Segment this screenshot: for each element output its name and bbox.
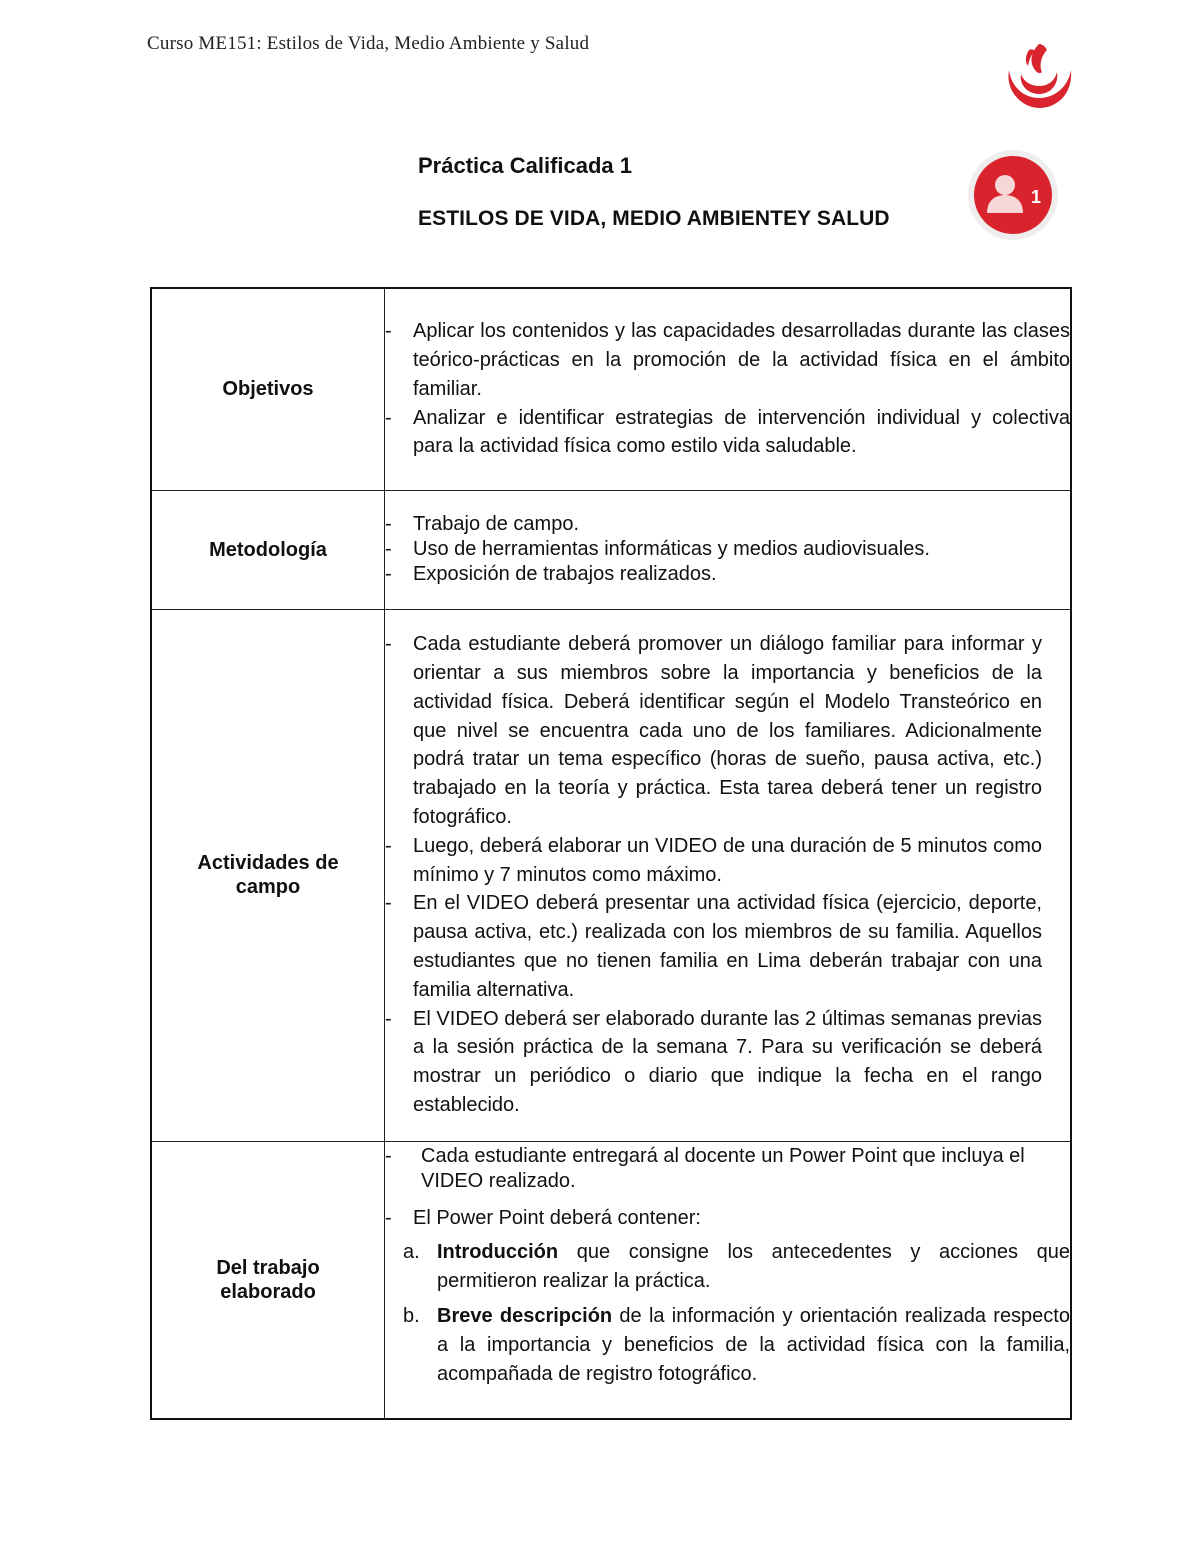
metodologia-list (385, 512, 1070, 587)
item-text: de la información y orientación realizada respecto a la importancia y beneficios de la actividad física con la familia, acompañada de registro fotográfico. (437, 1305, 1070, 1386)
item-heading: Breve descripción (437, 1305, 613, 1328)
list-item: - En el VIDEO deberá presentar una actividad física (ejercicio, deporte, pausa activa, etc.) realizada con los miembros de su familia. Aquellos estudiantes que no tienen familia en Lima deberán trabajar con una familia alternativa. (385, 889, 1042, 1004)
item-text: que consigne los antecedentes y acciones que permitieron realizar la práctica. (437, 1241, 1070, 1293)
list-item: - Cada estudiante deberá promover un diálogo familiar para informar y orientar a sus miembros sobre la importancia y beneficios de la actividad física. Deberá identificar según el Modelo Transteórico en que nivel se encuentra cada uno de los familiares. Adicionalmente podrá tratar un tema específico (horas de sueño, pausa activa, etc.) trabajado en la teoría y práctica. Esta tarea deberá tener un registro fotográfico. (385, 630, 1042, 832)
list-item: - Cada estudiante entregará al docente un Power Point que incluya el VIDEO realizado. (385, 1144, 1070, 1194)
list-item (385, 1302, 1070, 1389)
label-objetivos: Objetivos (151, 288, 385, 490)
objetivos-list (385, 317, 1070, 461)
row-metodologia (151, 490, 1071, 609)
row-actividades (151, 609, 1071, 1141)
list-item: - El VIDEO deberá ser elaborado durante las 2 últimas semanas previas a la sesión práctica de la semana 7. Para su verificación se deberá mostrar un periódico o diario que indique la fecha en el rango establecido. (385, 1005, 1042, 1120)
course-header: Curso ME151: Estilos de Vida, Medio Ambiente y Salud (147, 33, 590, 54)
label-metodologia: Metodología (151, 490, 385, 609)
row-objetivos (151, 288, 1071, 490)
list-item (385, 1238, 1070, 1296)
list-item: - Uso de herramientas informáticas y medios audiovisuales. (385, 537, 1070, 562)
upc-logo-icon (999, 40, 1077, 112)
badge-number: 1 (1031, 187, 1042, 207)
actividades-list (385, 630, 1042, 1120)
list-item: - Analizar e identificar estrategias de intervención individual y colectiva para la actividad física como estilo vida saludable. (385, 404, 1070, 462)
list-item: - Trabajo de campo. (385, 512, 1070, 537)
trabajo-sublist (385, 1238, 1070, 1389)
document-subtitle: ESTILOS DE VIDA, MEDIO AMBIENTEY SALUD (418, 207, 890, 230)
label-actividades: Actividades de campo (151, 609, 385, 1141)
list-item: - Aplicar los contenidos y las capacidades desarrolladas durante las clases teórico-prácticas en la promoción de la actividad física en el ámbito familiar. (385, 317, 1070, 403)
list-marker: b. (403, 1305, 420, 1328)
content-actividades (385, 609, 1072, 1141)
item-heading: Introducción (437, 1241, 559, 1264)
content-trabajo (385, 1141, 1072, 1419)
list-marker: a. (403, 1241, 420, 1264)
trabajo-list (385, 1144, 1070, 1233)
document-title: Práctica Calificada 1 (418, 153, 633, 178)
row-trabajo (151, 1141, 1071, 1419)
list-item: - El Power Point deberá contener: (385, 1204, 1070, 1233)
content-objetivos (385, 288, 1072, 490)
activity-table (150, 287, 1072, 1420)
content-metodologia (385, 490, 1072, 609)
label-trabajo: Del trabajo elaborado (151, 1141, 385, 1419)
user-one-badge-icon (963, 147, 1063, 243)
list-item: - Luego, deberá elaborar un VIDEO de una duración de 5 minutos como mínimo y 7 minutos como máximo. (385, 832, 1042, 890)
list-item: - Exposición de trabajos realizados. (385, 562, 1070, 587)
